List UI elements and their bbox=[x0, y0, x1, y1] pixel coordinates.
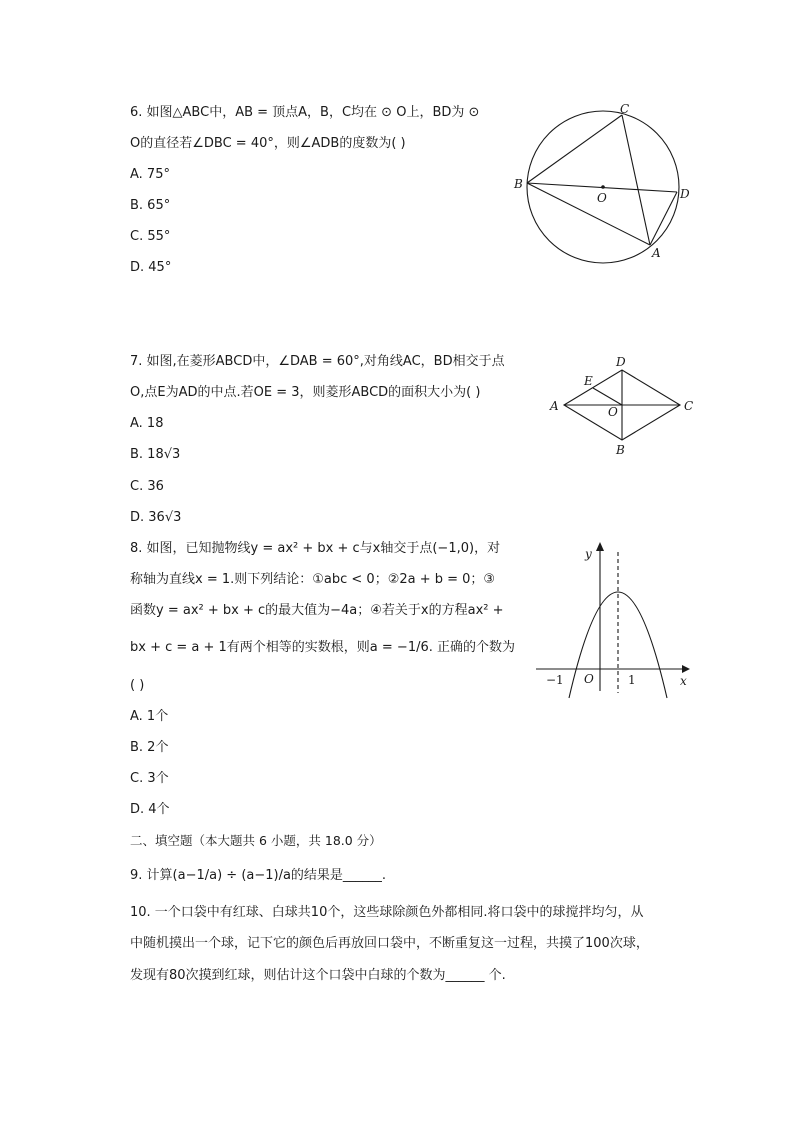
q10-stem-line1: 10. 一个口袋中有红球、白球共10个，这些球除颜色外都相同.将口袋中的球搅拌均匀，从 bbox=[130, 905, 644, 920]
q8-stem-line4: bx + c = a + 1有两个相等的实数根，则a = −1/6. 正确的个数为 bbox=[130, 640, 516, 655]
segment-ba bbox=[527, 183, 650, 245]
label-o: O bbox=[597, 191, 607, 205]
q6-option-d: D. 45° bbox=[130, 260, 172, 275]
y-axis-arrow bbox=[596, 542, 604, 551]
q6-circle-figure bbox=[508, 96, 708, 266]
label-origin: O bbox=[584, 672, 594, 686]
label-b: B bbox=[616, 443, 625, 457]
x-axis-arrow bbox=[682, 665, 690, 673]
label-a: A bbox=[652, 246, 661, 260]
q6-option-b: B. 65° bbox=[130, 198, 171, 213]
q6-stem-line2: O的直径若∠DBC = 40°，则∠ADB的度数为( ) bbox=[130, 136, 406, 151]
q8-stem-line1: 8. 如图，已知抛物线y = ax² + bx + c与x轴交于点(−1,0)，对 bbox=[130, 541, 501, 556]
q8-stem-line2: 称轴为直线x = 1.则下列结论：①abc < 0；②2a + b = 0；③ bbox=[130, 572, 496, 587]
label-e: E bbox=[584, 374, 593, 388]
label-d: D bbox=[616, 355, 626, 369]
q7-rhombus-figure bbox=[544, 353, 704, 463]
q6-option-c: C. 55° bbox=[130, 229, 171, 244]
q9-stem: 9. 计算(a−1/a) ÷ (a−1)/a的结果是______. bbox=[130, 868, 387, 883]
q7-option-c: C. 36 bbox=[130, 479, 164, 494]
center-point bbox=[601, 185, 605, 189]
label-b: B bbox=[514, 177, 523, 191]
label-o: O bbox=[608, 405, 618, 419]
segment-ca bbox=[622, 115, 650, 245]
label-c: C bbox=[684, 399, 694, 413]
q7-option-a: A. 18 bbox=[130, 416, 164, 431]
section-heading-fill-in: 二、填空题（本大题共 6 小题，共 18.0 分） bbox=[130, 833, 382, 848]
q10-stem-line3: 发现有80次摸到红球，则估计这个口袋中白球的个数为______ 个. bbox=[130, 968, 506, 983]
label-d: D bbox=[680, 187, 690, 201]
label-x: x bbox=[680, 674, 687, 688]
label-y: y bbox=[585, 547, 592, 561]
q8-stem-line3: 函数y = ax² + bx + c的最大值为−4a；④若关于x的方程ax² + bbox=[130, 603, 504, 618]
label-a: A bbox=[550, 399, 559, 413]
label-1: 1 bbox=[628, 673, 636, 687]
q7-stem-line2: O,点E为AD的中点.若OE = 3，则菱形ABCD的面积大小为( ) bbox=[130, 385, 481, 400]
q8-option-b: B. 2个 bbox=[130, 740, 169, 755]
label-c: C bbox=[620, 102, 630, 116]
q7-stem-line1: 7. 如图,在菱形ABCD中，∠DAB = 60°,对角线AC，BD相交于点 bbox=[130, 354, 505, 369]
q7-option-d: D. 36√3 bbox=[130, 510, 182, 525]
q8-option-d: D. 4个 bbox=[130, 802, 170, 817]
q8-stem-line5: ( ) bbox=[130, 678, 145, 693]
q7-option-b: B. 18√3 bbox=[130, 447, 181, 462]
segment-da bbox=[650, 192, 677, 245]
q8-option-c: C. 3个 bbox=[130, 771, 169, 786]
q8-option-a: A. 1个 bbox=[130, 709, 169, 724]
segment-oe bbox=[593, 388, 622, 405]
label-neg1: −1 bbox=[546, 673, 564, 687]
q6-option-a: A. 75° bbox=[130, 167, 170, 182]
segment-bc bbox=[527, 115, 622, 183]
q6-stem-line1: 6. 如图△ABC中，AB = 顶点A，B，C均在 ⊙ O上，BD为 ⊙ bbox=[130, 105, 480, 120]
q10-stem-line2: 中随机摸出一个球，记下它的颜色后再放回口袋中，不断重复这一过程，共摸了100次球， bbox=[130, 936, 649, 951]
q8-parabola-figure bbox=[532, 538, 698, 700]
